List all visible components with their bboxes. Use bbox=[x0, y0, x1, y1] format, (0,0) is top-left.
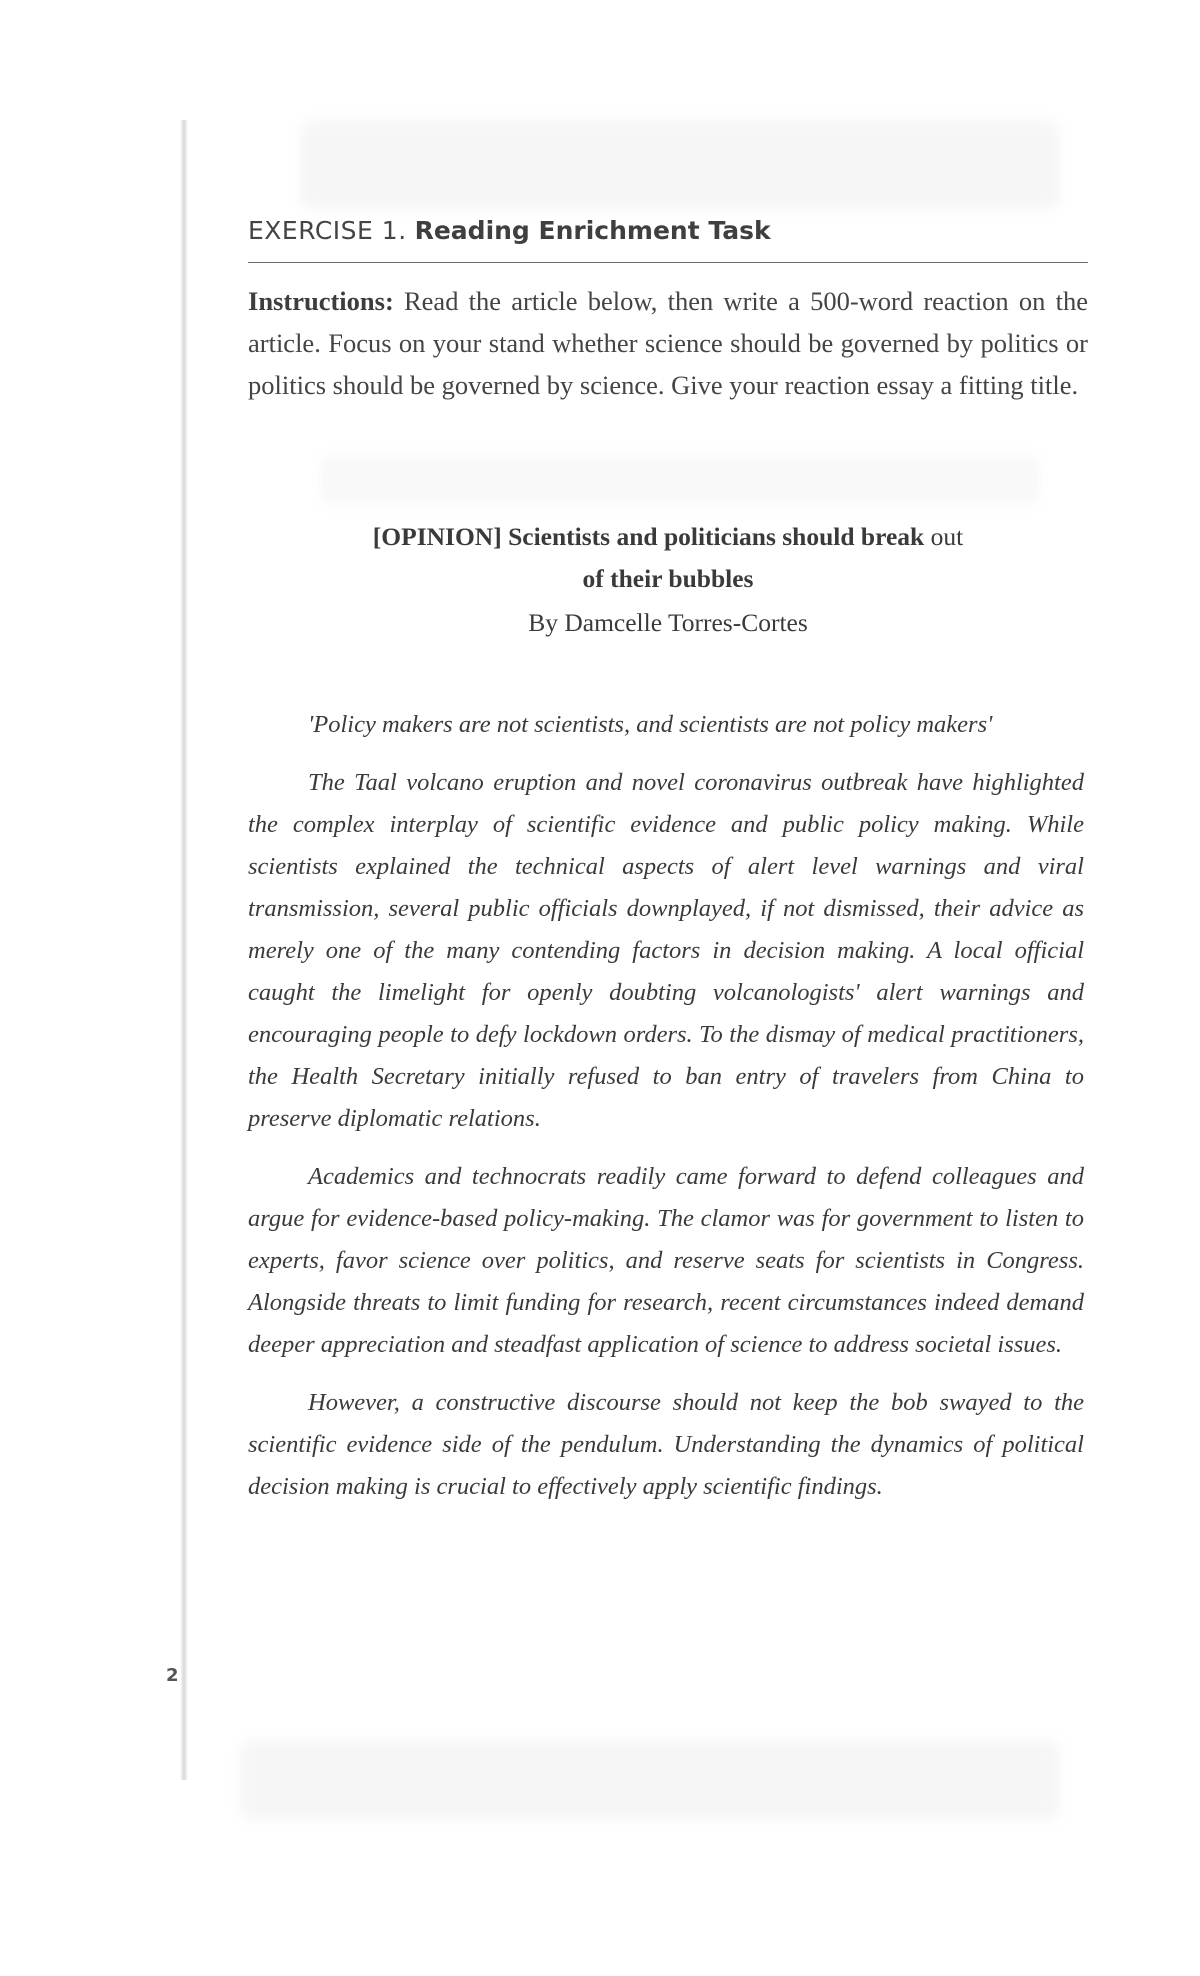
article-title-bold: [OPINION] Scientists and politicians should break bbox=[372, 522, 925, 551]
exercise-header bbox=[248, 216, 1088, 263]
bleed-through-middle bbox=[320, 455, 1040, 505]
article-paragraph: Academics and technocrats readily came forward to defend colleagues and argue for evidence-based policy-making. The clamor was for government to listen to experts, favor science over politics, and reserve seats for scientists in Congress. Alongside threats to limit funding for research, recent circumstances indeed demand deeper appreciation and steadfast application of science to address societal issues. bbox=[248, 1163, 1084, 1358]
exercise-label: EXERCISE 1. bbox=[248, 216, 407, 245]
article-body bbox=[248, 704, 1084, 1508]
bleed-through-top bbox=[300, 120, 1060, 210]
article-paragraph: The Taal volcano eruption and novel coronavirus outbreak have highlighted the complex interplay of scientific evidence and public policy making. While scientists explained the technical aspects of alert level warnings and viral transmission, several public officials downplayed, if not dismissed, their advice as merely one of the many contending factors in decision making. A local official caught the limelight for openly doubting volcanologists' alert warnings and encouraging people to defy lockdown orders. To the dismay of medical practitioners, the Health Secretary initially refused to ban entry of travelers from China to preserve diplomatic relations. bbox=[248, 769, 1084, 1132]
article-paragraph: 'Policy makers are not scientists, and scientists are not policy makers' bbox=[308, 711, 993, 738]
article-title-line-1 bbox=[248, 516, 1088, 558]
article-byline: By Damcelle Torres-Cortes bbox=[528, 608, 808, 637]
article-title bbox=[248, 516, 1088, 600]
article-title-tail: out bbox=[930, 522, 964, 551]
page-number: 2 bbox=[166, 1665, 179, 1686]
instructions-text: Read the article below, then write a 500-word reaction on the article. Focus on your stand whether science should be governed by politics or politics should be governed by science. Give your reaction essay a fitting title. bbox=[248, 286, 1089, 400]
article-paragraph: However, a constructive discourse should not keep the bob swayed to the scientific evidence side of the pendulum. Understanding the dynamics of political decision making is crucial to effectively apply scientific findings. bbox=[248, 1389, 1084, 1500]
instructions-lead: Instructions: bbox=[248, 286, 394, 316]
instructions bbox=[248, 280, 1088, 406]
book-gutter-shadow bbox=[180, 120, 188, 1780]
bleed-through-bottom bbox=[240, 1740, 1060, 1820]
exercise-task-title: Reading Enrichment Task bbox=[414, 216, 771, 245]
article-title-line-2: of their bubbles bbox=[582, 564, 754, 593]
